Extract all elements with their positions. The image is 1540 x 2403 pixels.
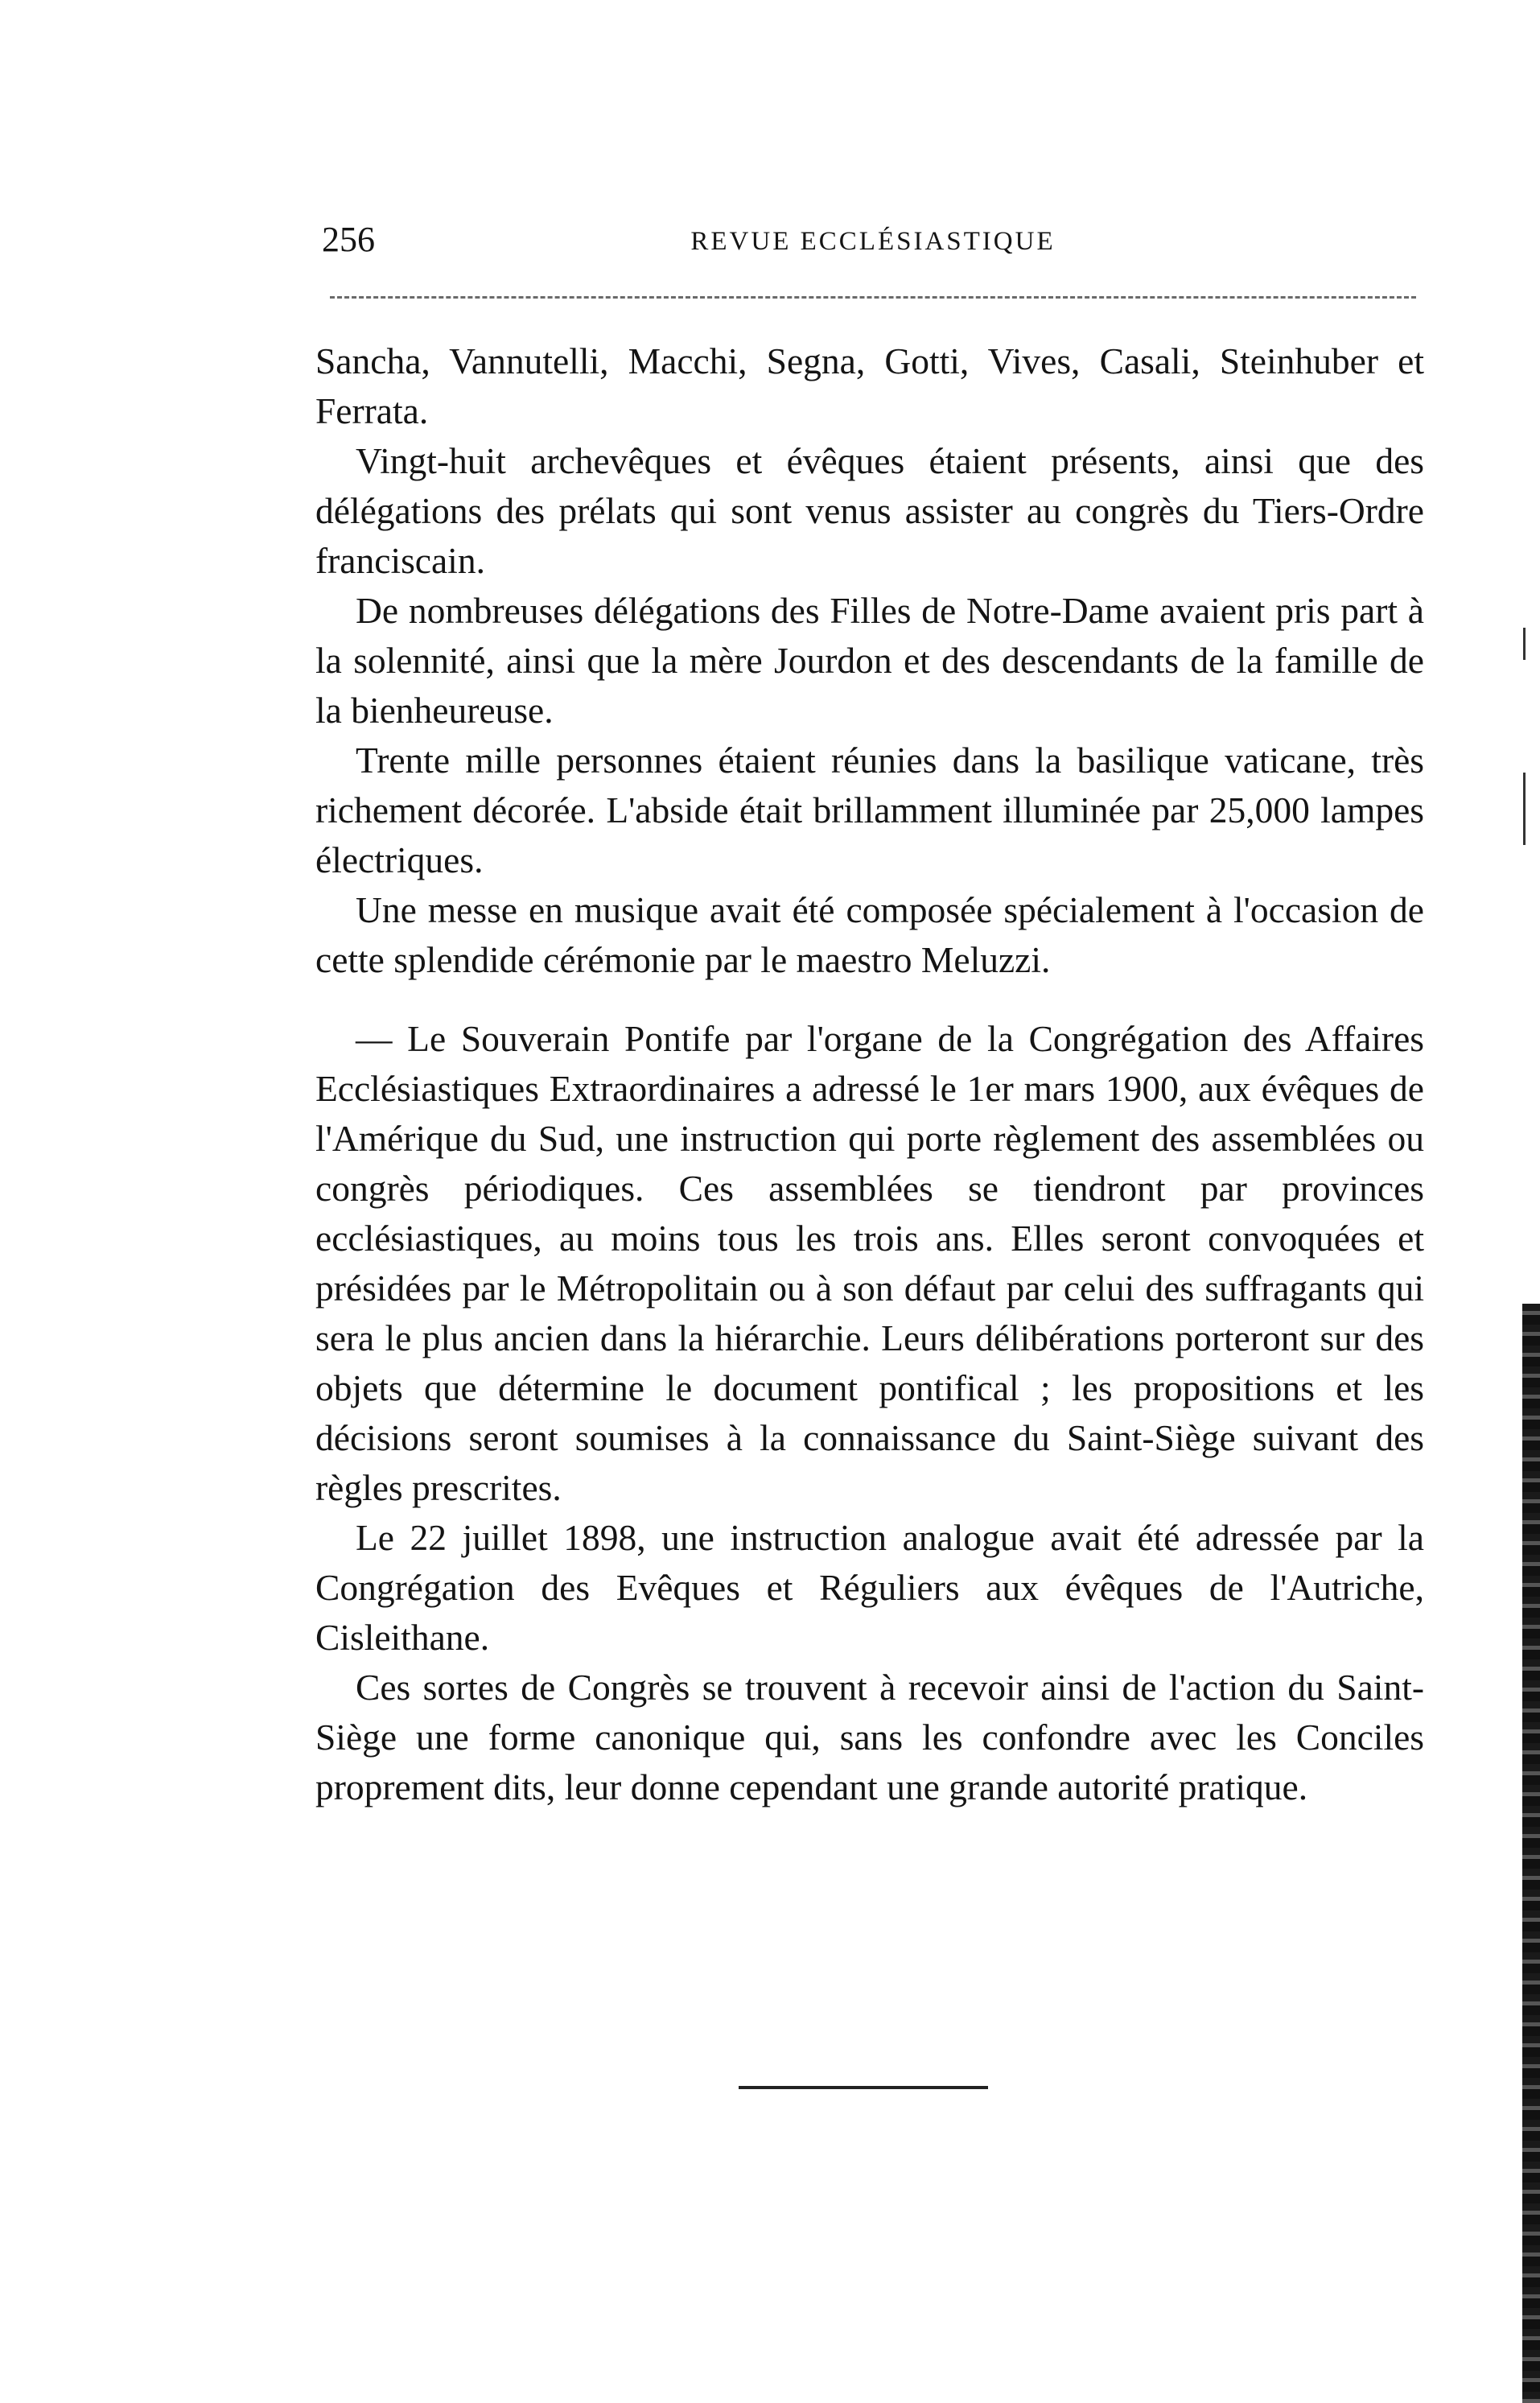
paragraph-congress-authority: Ces sortes de Congrès se trouvent à recevoir ainsi de l'action du Saint-Siège une forme canonique qui, sans les confondre avec les Conciles proprement dits, leur donne cependant une grande autorité pratique.	[315, 1667, 1424, 1807]
paragraph-basilica: Trente mille personnes étaient réunies dans la basilique vaticane, très richement décorée. L'abside était brillamment illuminée par 25,000 lampes électriques.	[315, 740, 1424, 880]
paragraph-cardinals-list: Sancha, Vannutelli, Macchi, Segna, Gotti, Vives, Casali, Steinhuber et Ferrata.	[315, 340, 1424, 431]
header-rule	[330, 296, 1416, 299]
paragraph-instruction-austria: Le 22 juillet 1898, une instruction analogue avait été adressée par la Congrégation des Evêques et Réguliers aux évêques de l'Autriche, Cisleithane.	[315, 1517, 1424, 1658]
paragraph-bishops-present: Vingt-huit archevêques et évêques étaient présents, ainsi que des délégations des prélats qui sont venus assister au congrès du Tiers-Ordre franciscain.	[315, 440, 1424, 581]
page-number: 256	[322, 220, 375, 259]
paragraph-delegations: De nombreuses délégations des Filles de Notre-Dame avaient pris part à la solennité, ainsi que la mère Jourdon et des descendants de la famille de la bienheureuse.	[315, 590, 1424, 731]
scan-edge-shadow	[1522, 1304, 1540, 2403]
paragraph-mass-music: Une messe en musique avait été composée spécialement à l'occasion de cette splendide cérémonie par le maestro Meluzzi.	[315, 889, 1424, 980]
scan-mark	[1523, 773, 1526, 845]
body-text	[315, 336, 1424, 1812]
running-head	[322, 216, 1424, 264]
end-rule	[739, 2086, 988, 2089]
journal-title: REVUE ECCLÉSIASTIQUE	[690, 227, 1056, 256]
paragraph-instruction-south-america: — Le Souverain Pontife par l'organe de la Congrégation des Affaires Ecclésiastiques Extraordinaires a adressé le 1er mars 1900, aux évêques de l'Amérique du Sud, une instruction qui porte règlement des assemblées ou congrès périodiques. Ces assemblées se tiendront par provinces ecclésiastiques, au moins tous les trois ans. Elles seront convoquées et présidées par le Métropolitain ou à son défaut par celui des suffragants qui sera le plus ancien dans la hiérarchie. Leurs délibérations porteront sur des objets que détermine le document pontifical ; les propositions et les décisions seront soumises à la connaissance du Saint-Siège suivant des règles prescrites.	[315, 1018, 1424, 1508]
scan-mark	[1523, 628, 1526, 660]
